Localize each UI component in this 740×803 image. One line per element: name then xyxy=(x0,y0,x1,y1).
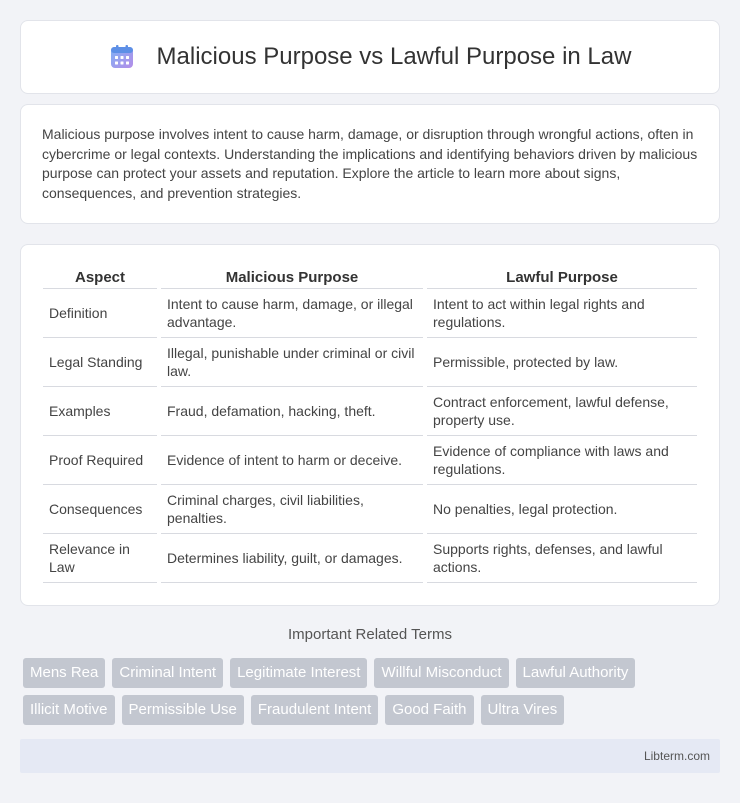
related-term-tag[interactable]: Ultra Vires xyxy=(481,695,565,725)
column-header-aspect: Aspect xyxy=(43,263,157,289)
related-term-tag[interactable]: Mens Rea xyxy=(23,658,105,688)
lawful-cell: Intent to act within legal rights and regulations. xyxy=(427,289,697,338)
calendar-icon xyxy=(109,44,135,70)
malicious-cell: Evidence of intent to harm or deceive. xyxy=(161,436,423,485)
comparison-table-card xyxy=(20,244,720,606)
footer xyxy=(20,739,720,773)
related-term-tag[interactable]: Illicit Motive xyxy=(23,695,115,725)
footer-site-link[interactable]: Libterm.com xyxy=(643,749,710,763)
column-header-lawful: Lawful Purpose xyxy=(427,263,697,289)
aspect-cell: Consequences xyxy=(43,485,157,534)
related-term-tag[interactable]: Good Faith xyxy=(385,695,473,725)
related-term-tag[interactable]: Legitimate Interest xyxy=(230,658,367,688)
aspect-cell: Relevance in Law xyxy=(43,534,157,583)
related-terms-title: Important Related Terms xyxy=(288,626,452,643)
lawful-cell: Permissible, protected by law. xyxy=(427,338,697,387)
related-term-tag[interactable]: Willful Misconduct xyxy=(374,658,508,688)
related-terms-list xyxy=(23,658,723,725)
malicious-cell: Illegal, punishable under criminal or civil law. xyxy=(161,338,423,387)
related-term-tag[interactable]: Criminal Intent xyxy=(112,658,223,688)
malicious-cell: Criminal charges, civil liabilities, penalties. xyxy=(161,485,423,534)
comparison-table xyxy=(39,263,701,583)
table-row xyxy=(43,289,697,338)
lawful-cell: Contract enforcement, lawful defense, property use. xyxy=(427,387,697,436)
intro-card xyxy=(20,104,720,224)
malicious-cell: Intent to cause harm, damage, or illegal advantage. xyxy=(161,289,423,338)
intro-text: Malicious purpose involves intent to cause harm, damage, or disruption through wrongful actions, often in cybercrime or legal contexts. Understanding the implications and identifying behaviors driven by malicious purpose can protect your assets and reputation. Explore the article to learn more about signs, consequences, and prevention strategies. xyxy=(42,126,698,201)
table-header-row xyxy=(43,263,697,289)
column-header-malicious: Malicious Purpose xyxy=(161,263,423,289)
related-term-tag[interactable]: Lawful Authority xyxy=(516,658,636,688)
header-card xyxy=(20,20,720,94)
table-row xyxy=(43,436,697,485)
aspect-cell: Legal Standing xyxy=(43,338,157,387)
table-row xyxy=(43,338,697,387)
related-term-tag[interactable]: Fraudulent Intent xyxy=(251,695,378,725)
malicious-cell: Determines liability, guilt, or damages. xyxy=(161,534,423,583)
malicious-cell: Fraud, defamation, hacking, theft. xyxy=(161,387,423,436)
aspect-cell: Definition xyxy=(43,289,157,338)
page-title: Malicious Purpose vs Lawful Purpose in Law xyxy=(156,43,632,70)
aspect-cell: Proof Required xyxy=(43,436,157,485)
table-row xyxy=(43,387,697,436)
lawful-cell: Evidence of compliance with laws and regulations. xyxy=(427,436,697,485)
lawful-cell: Supports rights, defenses, and lawful actions. xyxy=(427,534,697,583)
table-row xyxy=(43,485,697,534)
table-row xyxy=(43,534,697,583)
lawful-cell: No penalties, legal protection. xyxy=(427,485,697,534)
aspect-cell: Examples xyxy=(43,387,157,436)
related-term-tag[interactable]: Permissible Use xyxy=(122,695,244,725)
